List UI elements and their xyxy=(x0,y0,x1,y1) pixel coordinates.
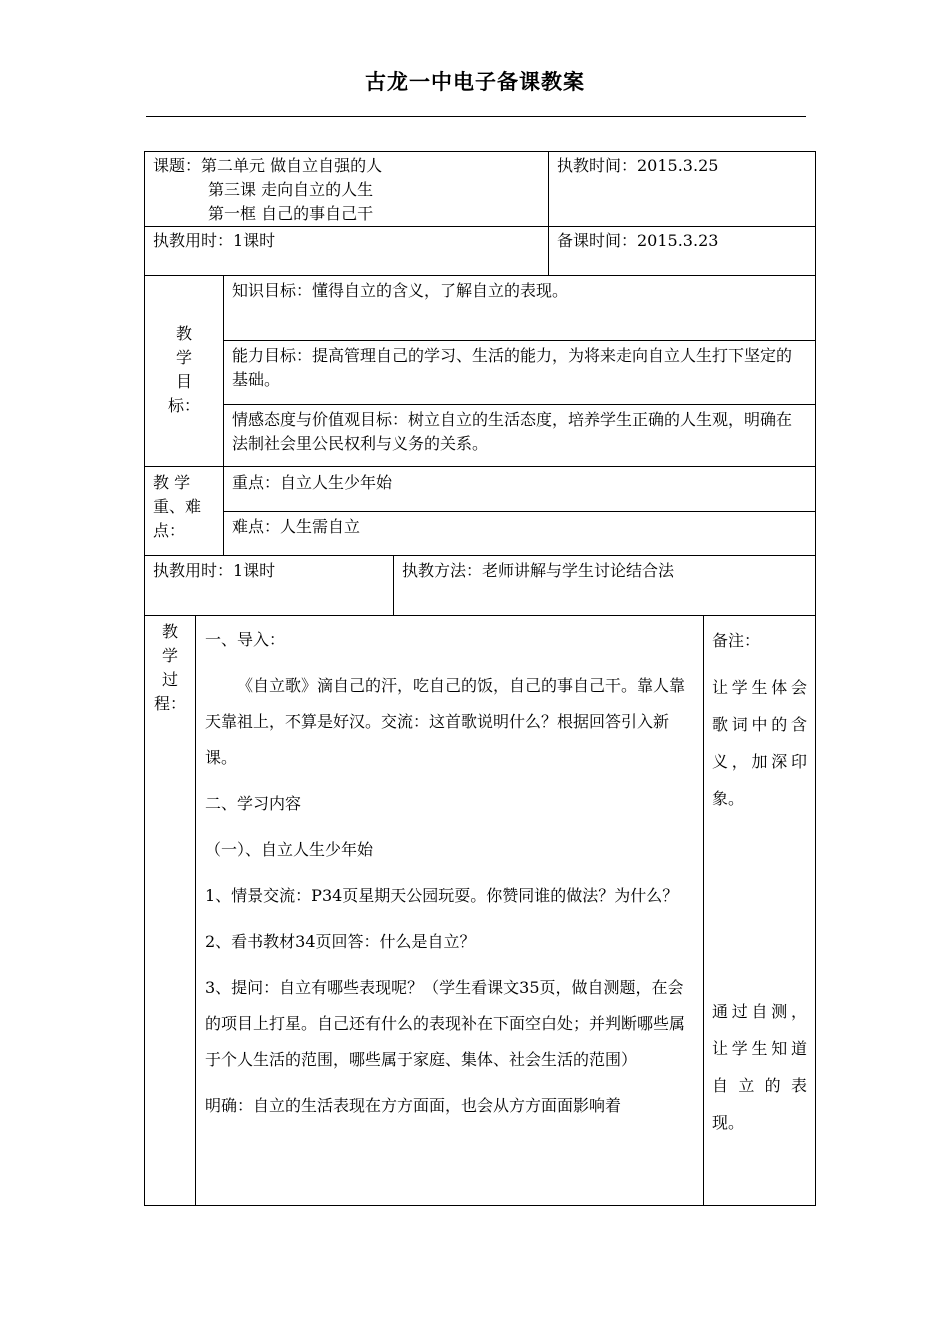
topic-line-3: 第一框 自己的事自己干 xyxy=(208,204,374,223)
knowledge-goal: 知识目标：懂得自立的含义，了解自立的表现。 xyxy=(232,281,569,300)
difficult-point: 难点：人生需自立 xyxy=(232,517,361,536)
goals-label-2: 学 xyxy=(175,348,192,367)
emotion-goal: 情感态度与价值观目标：树立自立的生活态度，培养学生正确的人生观，明确在法制社会里公民权利与义务的关系。 xyxy=(232,410,793,453)
keypoints-label-1: 教 学 xyxy=(153,473,191,492)
notes-label: 备注： xyxy=(712,631,761,650)
process-label-3: 过 xyxy=(161,670,178,689)
keypoints-label-2: 重、难 xyxy=(153,497,202,516)
duration2: 执教用时：1课时 xyxy=(153,561,276,580)
teach-time: 执教时间：2015.3.25 xyxy=(557,156,719,175)
keypoints-label-3: 点： xyxy=(153,521,186,540)
process-label-4: 程： xyxy=(153,694,186,713)
prep-time: 备课时间：2015.3.23 xyxy=(557,231,719,250)
duration: 执教用时：1课时 xyxy=(153,231,276,250)
process-label-cell xyxy=(144,615,196,1206)
topic-label: 课题： xyxy=(153,156,202,175)
prep-time-cell xyxy=(548,226,816,276)
teaching-method: 执教方法：老师讲解与学生讨论结合法 xyxy=(402,561,675,580)
process-item-8: 明确：自立的生活表现在方方面面，也会从方方面面影响着 xyxy=(205,1096,622,1115)
key-point-cell xyxy=(223,466,816,512)
duration2-cell xyxy=(144,555,394,616)
key-point: 重点：自立人生少年始 xyxy=(232,473,393,492)
knowledge-goal-cell xyxy=(223,275,816,341)
process-item-3: 二、学习内容 xyxy=(205,794,302,813)
emotion-goal-cell xyxy=(223,404,816,467)
process-item-7: 3、提问：自立有哪些表现呢？（学生看课文35页，做自测题，在会的项目上打星。自己还有什么的表现补在下面空白处；并判断哪些属于个人生活的范围，哪些属于家庭、集体、社会生活的范围） xyxy=(205,978,686,1069)
topic-cell xyxy=(144,151,549,227)
duration-cell xyxy=(144,226,549,276)
difficult-point-cell xyxy=(223,511,816,556)
topic-line-1: 课题：第二单元 做自立自强的人 xyxy=(153,156,383,175)
notes-cell xyxy=(703,615,816,1206)
goals-label-4: 标： xyxy=(167,396,200,415)
process-item-4: （一）、自立人生少年始 xyxy=(205,840,374,859)
ability-goal: 能力目标：提高管理自己的学习、生活的能力，为将来走向自立人生打下坚定的基础。 xyxy=(232,346,793,389)
title-underline xyxy=(146,116,806,117)
process-item-2: 《自立歌》滴自己的汗，吃自己的饭，自己的事自己干。靠人靠天靠祖上，不算是好汉。交流：这首歌说明什么？根据回答引入新课。 xyxy=(205,676,686,767)
process-item-5: 1、情景交流：P34页星期天公园玩耍。你赞同谁的做法？为什么？ xyxy=(205,886,679,905)
process-content-cell xyxy=(195,615,704,1206)
goals-label-1: 教 xyxy=(175,324,192,343)
process-label-1: 教 xyxy=(161,622,178,641)
process-item-6: 2、看书教材34页回答：什么是自立？ xyxy=(205,932,476,951)
process-item-1: 一、导入： xyxy=(205,630,286,649)
ability-goal-cell xyxy=(223,340,816,405)
document-title: 古龙一中电子备课教案 xyxy=(365,69,585,94)
topic-line-2: 第三课 走向自立的人生 xyxy=(208,180,374,199)
teach-time-cell xyxy=(548,151,816,227)
note-2: 通过自测，让学生知道自 立 的 表现。 xyxy=(712,1002,807,1132)
goals-label-3: 目 xyxy=(175,372,192,391)
goals-label-cell xyxy=(144,275,224,467)
process-label-2: 学 xyxy=(161,646,178,665)
method-cell xyxy=(393,555,816,616)
note-1: 让学生体会歌词中的含义，加深印象。 xyxy=(712,678,807,808)
keypoints-label-cell xyxy=(144,466,224,556)
